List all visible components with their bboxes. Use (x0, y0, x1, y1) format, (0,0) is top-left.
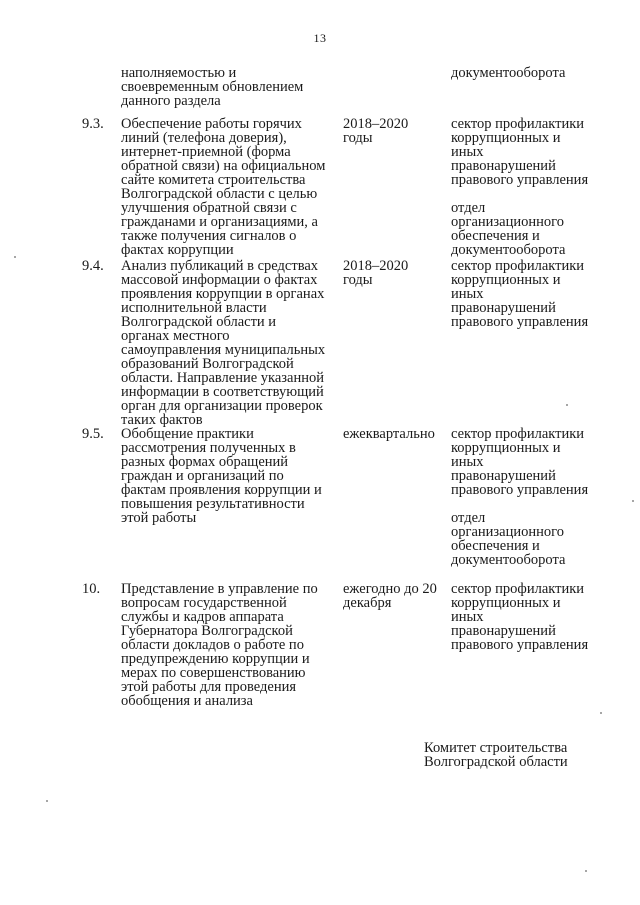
row-number-9-5: 9.5. (82, 426, 104, 442)
row-number-9-3: 9.3. (82, 116, 104, 132)
row-responsible-10: сектор профилактики коррупционных и иных правонарушений правового управления (451, 581, 589, 653)
row-description-10: Представление в управление по вопросам государственной службы и кадров аппарата Губернатора Волгоградской области докладов о работе по предупреждению коррупции и мерах по совершенствованию этой работы для проведения обобщения и анализа (121, 581, 318, 709)
row-responsible-9-4: сектор профилактики коррупционных и иных правонарушений правового управления (451, 258, 589, 330)
scan-speck (600, 712, 602, 714)
scan-speck (566, 404, 568, 406)
scan-speck (14, 256, 16, 258)
scan-speck (632, 500, 634, 502)
row-description-9-3: Обеспечение работы горячих линий (телефона доверия), интернет-приемной (форма обратной связи) на официальном сайте комитета строительства Волгоградской области с целью улучшения обратной связи с гражданами и организациями, а также получения сигналов о фактах коррупции (121, 116, 326, 258)
row-description-9-4: Анализ публикаций в средствах массовой информации о фактах проявления коррупции в органах исполнительной власти Волгоградской области и органах местного самоуправления муниципальных образований Волгоградской области. Направление указанной информации в соответствующий орган для организации проверок таких фактов (121, 258, 326, 428)
row-number-10: 10. (82, 581, 101, 597)
continuation-responsible: документооборота (451, 65, 566, 81)
row-term-9-5: ежеквартально (343, 426, 435, 442)
row-term-9-4: 2018–2020 годы (343, 258, 409, 288)
row-responsible-9-5: сектор профилактики коррупционных и иных правонарушений правового управления отдел организационного обеспечения и документооборота (451, 426, 589, 568)
page-number: 13 (313, 31, 327, 45)
row-term-10: ежегодно до 20 декабря (343, 581, 437, 611)
signature-block: Комитет строительства Волгоградской области (424, 740, 568, 770)
row-term-9-3: 2018–2020 годы (343, 116, 409, 146)
continuation-description: наполняемостью и своевременным обновлением данного раздела (121, 65, 304, 109)
row-responsible-9-3: сектор профилактики коррупционных и иных правонарушений правового управления отдел организационного обеспечения и документооборота (451, 116, 589, 258)
row-number-9-4: 9.4. (82, 258, 104, 274)
row-description-9-5: Обобщение практики рассмотрения полученных в разных формах обращений граждан и организаций по фактам проявления коррупции и повышения результативности этой работы (121, 426, 322, 526)
scan-speck (46, 800, 48, 802)
scan-speck (585, 870, 587, 872)
